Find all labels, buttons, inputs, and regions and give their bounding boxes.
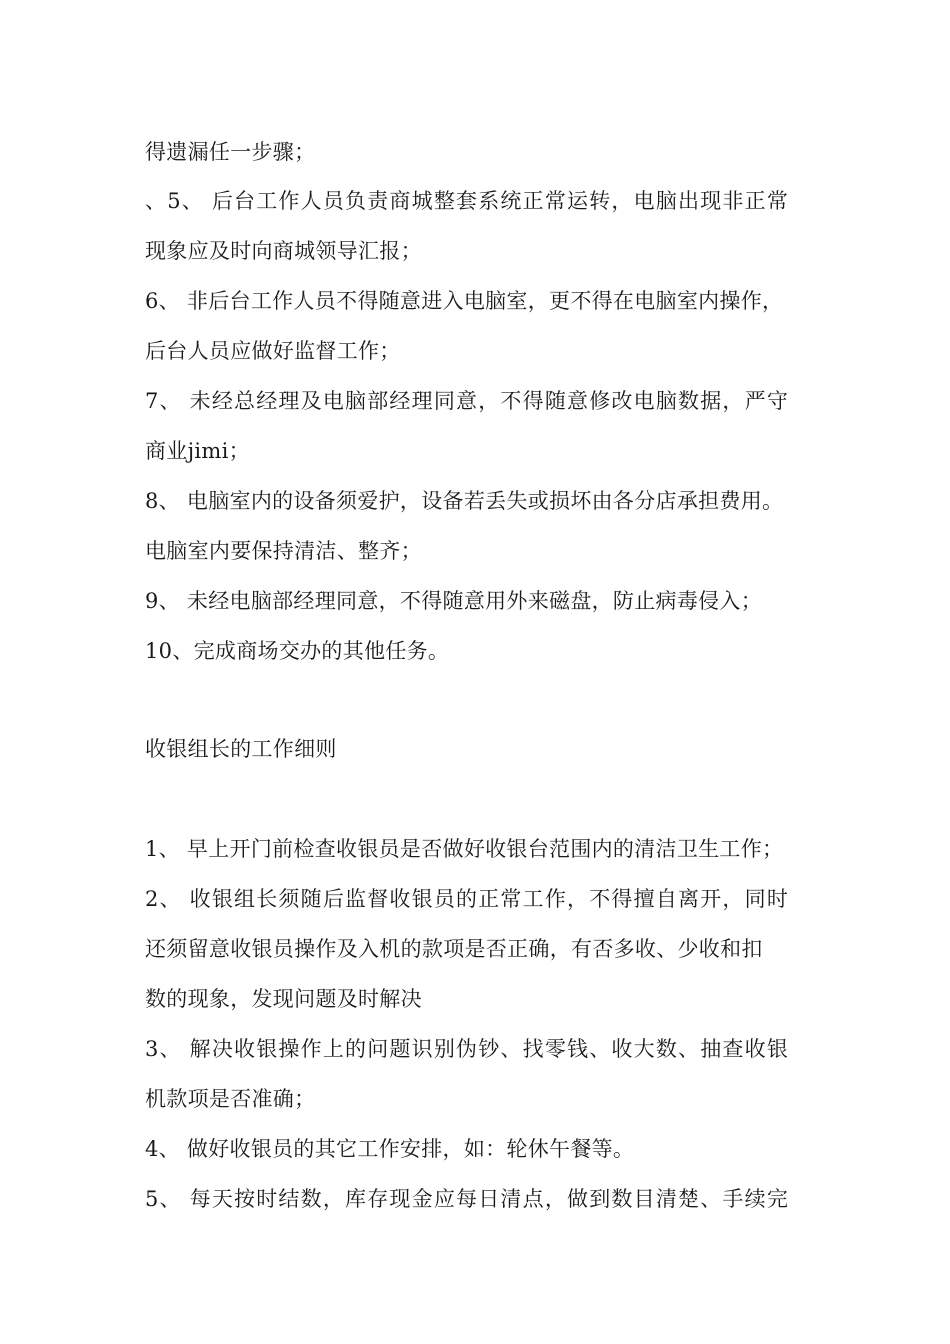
- text-line: 4、 做好收银员的其它工作安排，如：轮休午餐等。: [145, 1137, 635, 1161]
- text-line: 机款项是否准确；: [145, 1087, 316, 1111]
- text-line: 现象应及时向商城领导汇报；: [145, 239, 422, 263]
- text-line: 9、 未经电脑部经理同意，不得随意用外来磁盘，防止病毒侵入；: [145, 589, 763, 613]
- text-line: 3、 解决收银操作上的问题识别伪钞、找零钱、收大数、抽查收银: [145, 1037, 790, 1061]
- text-line: 还须留意收银员操作及入机的款项是否正确，有否多收、少收和扣: [145, 937, 763, 961]
- text-line: 5、 每天按时结数，库存现金应每日清点，做到数目清楚、手续完: [145, 1187, 790, 1211]
- text-line: 2、 收银组长须随后监督收银员的正常工作，不得擅自离开，同时: [145, 887, 790, 911]
- text-line: 电脑室内要保持清洁、整齐；: [145, 539, 422, 563]
- text-line: 、5、 后台工作人员负责商城整套系统正常运转，电脑出现非正常: [145, 189, 790, 213]
- text-line: 后台人员应做好监督工作；: [145, 339, 401, 363]
- text-line: 7、 未经总经理及电脑部经理同意，不得随意修改电脑数据，严守: [145, 389, 790, 413]
- text-line: 得遗漏任一步骤；: [145, 140, 316, 164]
- text-line: 6、 非后台工作人员不得随意进入电脑室，更不得在电脑室内操作，: [145, 289, 784, 313]
- text-line: 8、 电脑室内的设备须爱护，设备若丢失或损坏由各分店承担费用。: [145, 489, 784, 513]
- text-line: 1、 早上开门前检查收银员是否做好收银台范围内的清洁卫生工作；: [145, 837, 784, 861]
- text-line: 数的现象，发现问题及时解决: [145, 987, 422, 1011]
- section-title: 收银组长的工作细则: [145, 737, 337, 761]
- text-line: 10、完成商场交办的其他任务。: [145, 639, 450, 663]
- text-line: 商业jimi；: [145, 439, 250, 463]
